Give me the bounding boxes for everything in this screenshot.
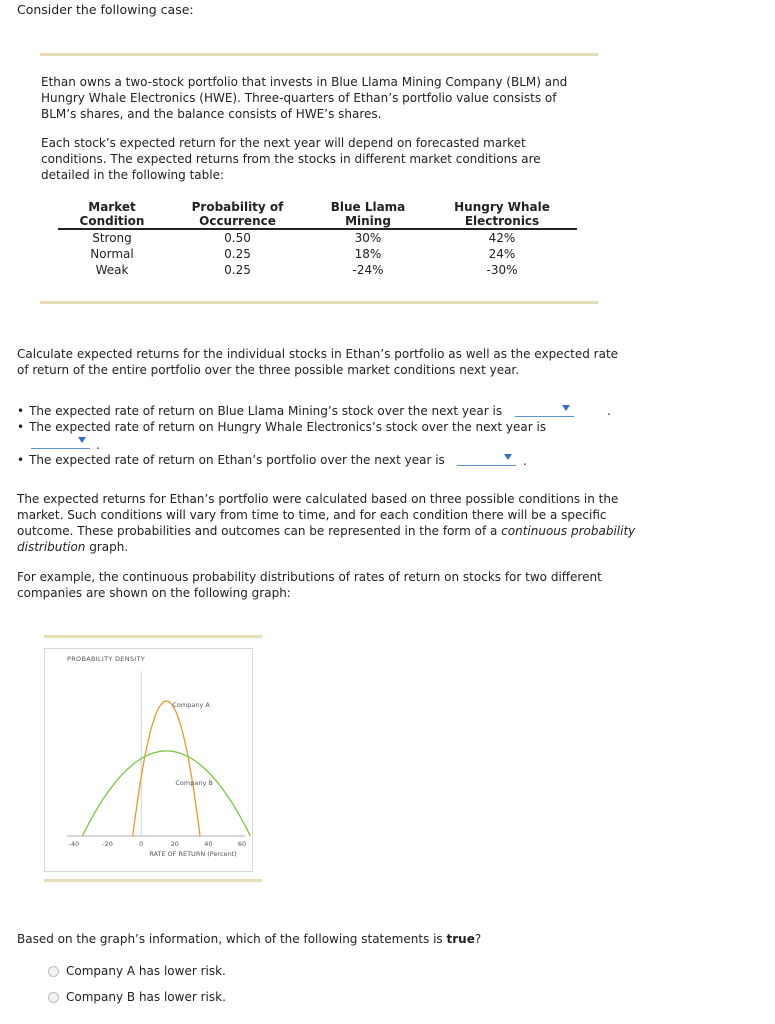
x-ticks: [69, 840, 246, 848]
distribution-chart: [45, 649, 252, 871]
intro-text: Consider the following case:: [17, 2, 194, 17]
x-tick-label: -20: [102, 840, 113, 848]
chevron-down-icon: [562, 405, 570, 411]
cell-hwe-return: -30%: [486, 263, 518, 277]
cell-condition: Weak: [95, 263, 129, 277]
italic-term: continuous probability distribution: [17, 524, 636, 554]
header-probability: Probability of Occurrence: [166, 200, 309, 229]
question-text: Based on the graph’s information, which of the following statements is true?: [17, 932, 482, 946]
bullet-hwe-expected-return: • The expected rate of return on Hungry Whale Electronics’s stock over the next year is: [17, 420, 547, 434]
table-row: [58, 262, 577, 278]
returns-table: [58, 200, 577, 278]
x-axis-label: RATE OF RETURN (Percent): [149, 850, 237, 858]
cell-probability: 0.25: [224, 263, 251, 277]
series-label: Company A: [172, 701, 210, 709]
hwe-return-dropdown[interactable]: [31, 434, 90, 449]
table-row: [58, 246, 577, 262]
x-tick-label: 20: [170, 840, 179, 848]
x-tick-label: -40: [68, 840, 80, 848]
table-row: [58, 229, 577, 246]
bullet-text: The expected rate of return on Blue Llama Mining’s stock over the next year is: [29, 404, 503, 418]
chevron-down-icon: [78, 437, 86, 443]
calc-instruction: Calculate expected returns for the individual stocks in Ethan’s portfolio as well as the expected rate of return of the entire portfolio over the three possible market conditions next year.: [17, 347, 619, 377]
blm-return-dropdown[interactable]: [515, 402, 574, 417]
cell-probability: 0.25: [224, 247, 251, 261]
case-bottom-rule: [40, 301, 598, 304]
option-label: Company A has lower risk.: [66, 964, 226, 978]
chart-bottom-rule: [44, 879, 262, 882]
cell-hwe-return: 42%: [488, 231, 516, 245]
radio-button[interactable]: [48, 966, 59, 977]
cell-probability: 0.50: [224, 231, 251, 245]
case-paragraph-2: Each stock’s expected return for the next year will depend on forecasted market conditions. The expected returns from the stocks in different market conditions are detailed in the following table:: [41, 136, 541, 182]
distribution-paragraph: The expected returns for Ethan’s portfolio were calculated based on three possible conditions in the market. Such conditions will vary from time to time, and for each condition there will be a specific outcome. These probabilities and outcomes can be represented in the form of a continuous probability distribution graph.: [17, 492, 636, 554]
bullet-blm-expected-return: • The expected rate of return on Blue Llama Mining’s stock over the next year is: [17, 404, 503, 418]
x-tick-label: 0: [139, 840, 144, 848]
question-emphasis: true: [446, 932, 475, 946]
series-label: Company B: [175, 778, 213, 787]
chevron-down-icon: [504, 454, 512, 460]
option-label: Company B has lower risk.: [66, 990, 226, 1004]
option-company-b[interactable]: [48, 989, 226, 1005]
case-paragraph-1: Ethan owns a two-stock portfolio that invests in Blue Llama Mining Company (BLM) and Hungry Whale Electronics (HWE). Three-quarters of Ethan’s portfolio value consists of BLM’s shares, and the balance consists of HWE’s shares.: [41, 75, 568, 121]
curve-company-b: [82, 751, 250, 836]
period: .: [607, 404, 611, 418]
cell-blm-return: 18%: [354, 247, 382, 261]
x-tick-label: 60: [237, 840, 247, 848]
distribution-curves: [82, 701, 250, 836]
cell-condition: Normal: [90, 247, 134, 261]
cell-blm-return: -24%: [352, 263, 384, 277]
bullet-text: The expected rate of return on Hungry Whale Electronics’s stock over the next year is: [29, 420, 547, 434]
header-hungry-whale: Hungry Whale Electronics: [427, 200, 577, 229]
bullet-portfolio-expected-return: • The expected rate of return on Ethan’s portfolio over the next year is: [17, 453, 445, 467]
period: .: [523, 454, 527, 468]
period: .: [96, 438, 100, 452]
y-axis-label: PROBABILITY DENSITY: [67, 655, 146, 663]
curve-company-a: [133, 701, 200, 836]
option-company-a[interactable]: [48, 963, 226, 979]
case-top-rule: [40, 53, 598, 56]
bullet-text: The expected rate of return on Ethan’s portfolio over the next year is: [29, 453, 445, 467]
portfolio-return-dropdown[interactable]: [457, 451, 516, 466]
cell-condition: Strong: [92, 231, 132, 245]
header-market-condition: Market Condition: [58, 200, 166, 229]
distribution-chart-frame: [44, 648, 253, 872]
cell-blm-return: 30%: [354, 231, 382, 245]
x-tick-label: 40: [204, 840, 213, 848]
cell-hwe-return: 24%: [488, 247, 516, 261]
chart-top-rule: [44, 635, 262, 638]
header-blue-llama: Blue Llama Mining: [309, 200, 427, 229]
example-paragraph: For example, the continuous probability distributions of rates of return on stocks for two different companies are shown on the following graph:: [17, 570, 602, 600]
radio-button[interactable]: [48, 992, 59, 1003]
